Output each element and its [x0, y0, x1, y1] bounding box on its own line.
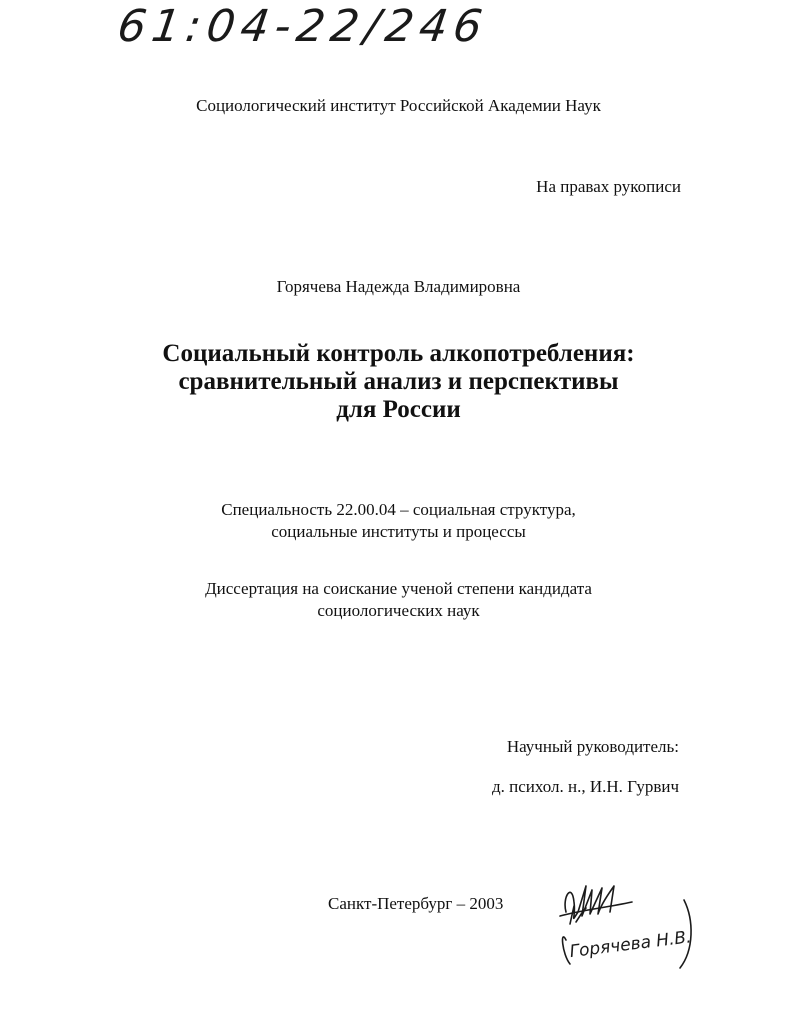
specialty-line-1: Специальность 22.00.04 – социальная структура,	[221, 500, 576, 519]
dissertation-title	[0, 340, 797, 424]
specialty-line-2: социальные институты и процессы	[271, 522, 526, 541]
degree-line-1: Диссертация на соискание ученой степени кандидата	[205, 579, 592, 598]
author-name: Горячева Надежда Владимировна	[276, 277, 521, 296]
signature-note: Горячева Н.В.	[568, 927, 693, 963]
dissertation-degree	[0, 578, 797, 622]
supervisor-label: Научный руководитель:	[506, 737, 679, 756]
handwritten-signature	[552, 872, 702, 982]
specialty	[0, 499, 797, 543]
title-line-3: для России	[336, 396, 461, 423]
degree-line-2: социологических наук	[317, 601, 480, 620]
handwritten-archive-number: 61:04-22/246	[114, 1, 492, 52]
signature-drawing	[552, 872, 702, 982]
place-and-year: Санкт-Петербург – 2003	[328, 894, 504, 913]
title-line-1: Социальный контроль алкопотребления:	[162, 340, 635, 367]
title-line-2: сравнительный анализ и перспективы	[178, 368, 619, 395]
institution-name: Социологический институт Российской Академии Наук	[196, 96, 601, 115]
manuscript-rights-note: На правах рукописи	[536, 177, 681, 196]
supervisor-name: д. психол. н., И.Н. Гурвич	[491, 777, 679, 796]
